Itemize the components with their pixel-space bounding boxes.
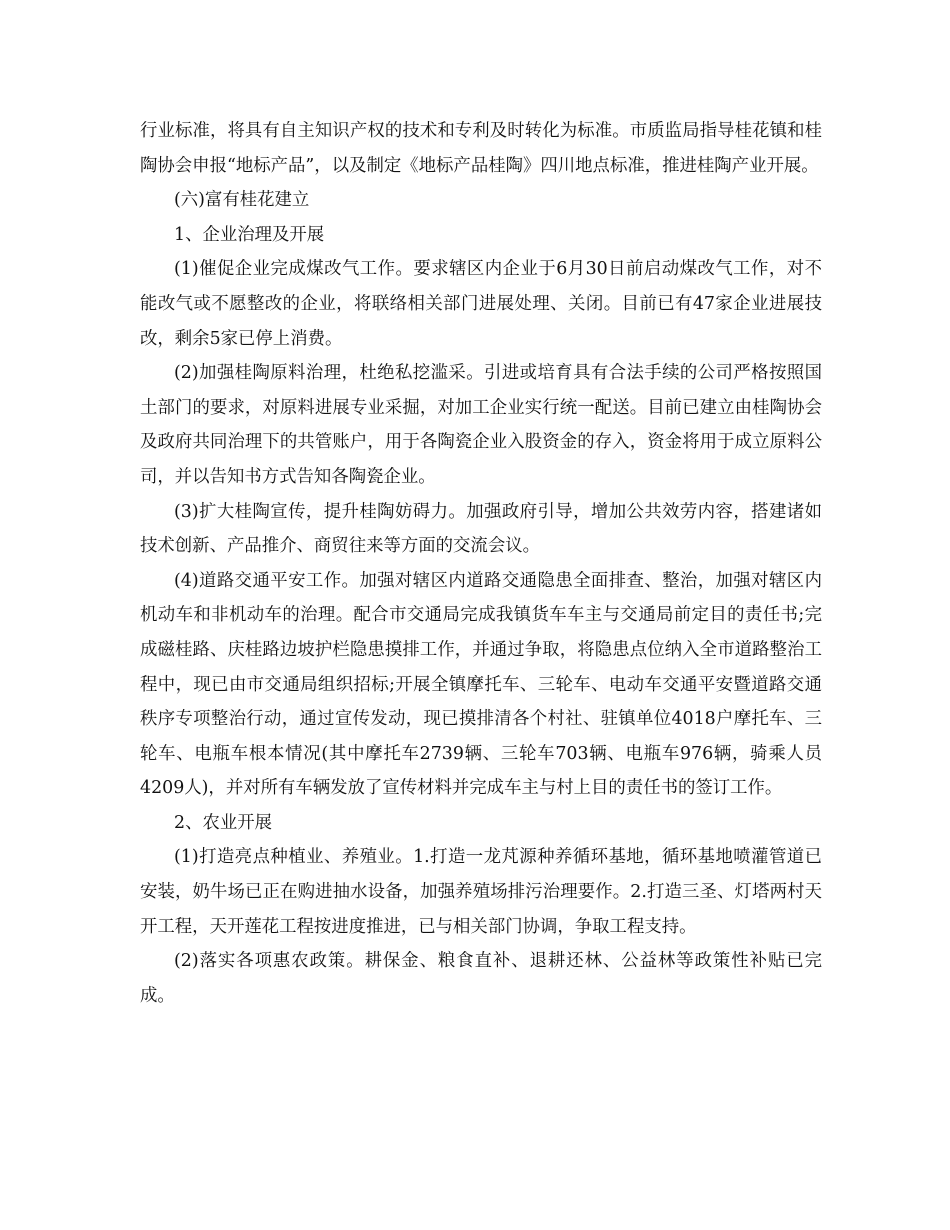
paragraph-publicity: (3)扩大桂陶宣传，提升桂陶妨碍力。加强政府引导，增加公共效劳内容，搭建诸如技术创新、产品推介、商贸往来等方面的交流会议。 bbox=[140, 501, 822, 557]
paragraph-farm-policies: (2)落实各项惠农政策。耕保金、粮食直补、退耕还林、公益林等政策性补贴已完成。 bbox=[140, 951, 822, 1006]
paragraph-raw-materials: (2)加强桂陶原料治理，杜绝私挖滥采。引进或培育具有合法手续的公司严格按照国土部门的要求，对原料进展专业采掘，对加工企业实行统一配送。目前已建立由桂陶协会及政府共同治理下的共管账户，用于各陶瓷企业入股资金的存入，资金将用于成立原料公司，并以告知书方式告知各陶瓷企业。 bbox=[140, 363, 822, 487]
paragraph-coal-to-gas: (1)催促企业完成煤改气工作。要求辖区内企业于6月30日前启动煤改气工作，对不能改气或不愿整改的企业，将联络相关部门进展处理、关闭。目前已有47家企业进展技改，剩余5家已停上消费。 bbox=[140, 259, 822, 349]
document-body bbox=[140, 114, 822, 1013]
paragraph-planting-breeding: (1)打造亮点种植业、养殖业。1.打造一龙芃源种养循环基地，循环基地喷灌管道已安装，奶牛场已正在购进抽水设备，加强养殖场排污治理要作。2.打造三圣、灯塔两村天开工程，天开莲花工程按进度推进，已与相关部门协调，争取工程支持。 bbox=[140, 847, 822, 937]
heading-agriculture: 2、农业开展 bbox=[174, 812, 273, 833]
paragraph-road-safety: (4)道路交通平安工作。加强对辖区内道路交通隐患全面排查、整治，加强对辖区内机动车和非机动车的治理。配合市交通局完成我镇货车车主与交通局前定目的责任书;完成磁桂路、庆桂路边坡护栏隐患摸排工作，并通过争取，将隐患点位纳入全市道路整治工程中，现已由市交通局组织招标;开展全镇摩托车、三轮车、电动车交通平安暨道路交通秩序专项整治行动，通过宣传发动，现已摸排清各个村社、驻镇单位4018户摩托车、三轮车、电瓶车根本情况(其中摩托车2739辆、三轮车703辆、电瓶车976辆，骑乘人员4209人)，并对所有车辆发放了宣传材料并完成车主与村上目的责任书的签订工作。 bbox=[140, 570, 822, 799]
heading-section-six: (六)富有桂花建立 bbox=[174, 190, 310, 211]
heading-enterprise-management: 1、企业治理及开展 bbox=[174, 224, 325, 245]
paragraph-standards: 行业标准，将具有自主知识产权的技术和专利及时转化为标准。市质监局指导桂花镇和桂陶协会申报“地标产品”，以及制定《地标产品桂陶》四川地点标准，推进桂陶产业开展。 bbox=[140, 121, 822, 176]
